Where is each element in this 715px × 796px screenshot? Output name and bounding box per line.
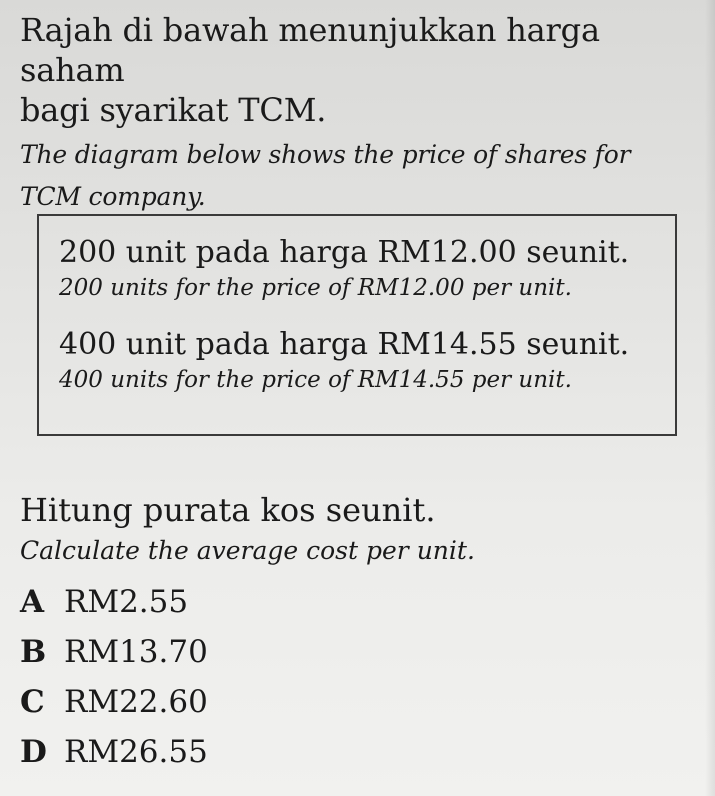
answer-options bbox=[20, 584, 208, 784]
option-b-value: RM13.70 bbox=[64, 634, 208, 670]
share-entry-1 bbox=[59, 234, 675, 304]
intro-malay-line-1: Rajah di bawah menunjukkan harga saham bbox=[20, 11, 600, 89]
intro-english-line-1: The diagram below shows the price of shares for bbox=[20, 140, 631, 169]
share-entry-2 bbox=[59, 326, 675, 396]
option-d-value: RM26.55 bbox=[64, 734, 208, 770]
option-d-letter: D bbox=[20, 734, 47, 770]
option-c-value: RM22.60 bbox=[64, 684, 208, 720]
intro-text bbox=[20, 10, 710, 214]
option-a-letter: A bbox=[20, 584, 45, 620]
share-price-box bbox=[37, 214, 677, 436]
intro-english-line-2: TCM company. bbox=[20, 182, 206, 211]
option-b[interactable] bbox=[20, 634, 208, 684]
intro-malay-line-2: bagi syarikat TCM. bbox=[20, 91, 327, 129]
option-b-letter: B bbox=[20, 634, 47, 670]
question-english: Calculate the average cost per unit. bbox=[20, 536, 475, 565]
share-entry-1-english: 200 units for the price of RM12.00 per unit. bbox=[59, 275, 572, 301]
question-malay: Hitung purata kos seunit. bbox=[20, 491, 436, 529]
share-entry-2-malay: 400 unit pada harga RM14.55 seunit. bbox=[59, 327, 630, 362]
share-entry-1-malay: 200 unit pada harga RM12.00 seunit. bbox=[59, 235, 630, 270]
option-c[interactable] bbox=[20, 684, 208, 734]
question-prompt bbox=[20, 490, 700, 568]
option-a-value: RM2.55 bbox=[64, 584, 189, 620]
share-entry-2-english: 400 units for the price of RM14.55 per unit. bbox=[59, 367, 572, 393]
option-d[interactable] bbox=[20, 734, 208, 784]
option-c-letter: C bbox=[20, 684, 45, 720]
option-a[interactable] bbox=[20, 584, 208, 634]
